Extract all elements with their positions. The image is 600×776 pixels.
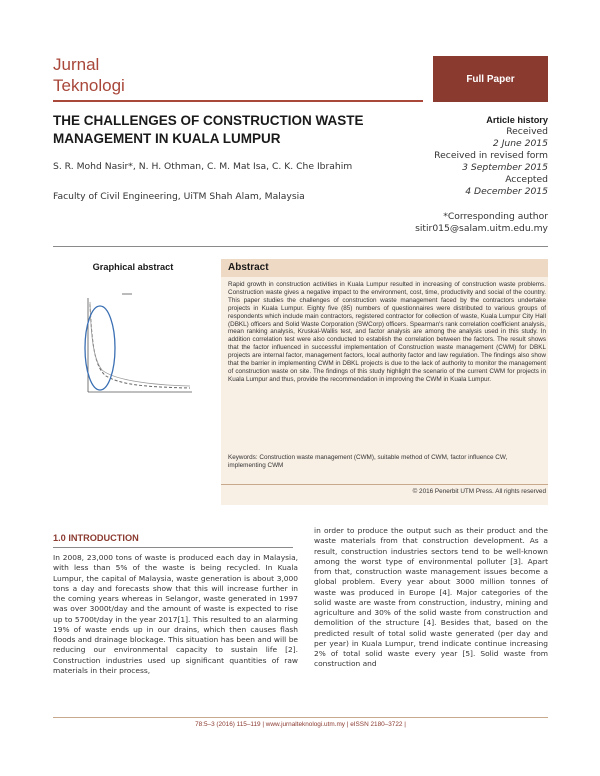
introduction-divider xyxy=(53,547,293,548)
accepted-label: Accepted xyxy=(505,174,548,185)
corresponding-label: *Corresponding author xyxy=(443,211,548,222)
copyright-divider xyxy=(221,484,548,485)
graphical-abstract-heading: Graphical abstract xyxy=(92,262,174,272)
abstract-text: Rapid growth in construction activities in Kuala Lumpur resulted in increasing of construction waste problems. Construction waste gives a negative impact to the environment, cost, time, productivity and social of the country. This paper studies the challenges of construction waste management faced by the contractors undertake projects in Kuala Lumpur. Eighty five (85) numbers of questionnaires were distributed to various groups of respondents which include main contractors, registered contractor for collection of waste, Kuala Lumpur City Hall (DBKL) officers and Solid Waste Corporation (SWCorp) officers. Spearman's rank correlation coefficient analysis, mean ranking analysis, Kruskal-Wallis test, and factor analysis are among the analysis used in this study. In addition correlation test were also conducted to establish the correlation between the factors. The result shows that the factor influenced in successful implementation of Construction waste management (CWM) for DBKL projects are internal factor, management factors, local authority factor and law regulation. The findings also show that the barrier in implementing CWM in DBKL projects is due to the lack of authority to monitor the management of construction waste on site. The findings of this study highlight the scenario of the current CWM for projects in Kuala Lumpur and thus, provide the recommendation in improving the CWM in Kuala Lumpur. xyxy=(228,281,546,383)
full-paper-badge: Full Paper xyxy=(433,56,548,102)
history-heading: Article history xyxy=(486,115,548,125)
copyright-notice: © 2016 Penerbit UTM Press. All rights reserved xyxy=(412,488,546,495)
abstract-heading: Abstract xyxy=(228,262,269,273)
author-list: S. R. Mohd Nasir*, N. H. Othman, C. M. Mat Isa, C. K. Che Ibrahim xyxy=(53,161,353,172)
accepted-date: 4 December 2015 xyxy=(465,186,548,197)
revised-date: 3 September 2015 xyxy=(462,162,548,173)
graphical-abstract-figure xyxy=(80,290,198,410)
introduction-column-right: in order to produce the output such as their product and the waste materials from that construction development. As a result, construction industries sectors tend to be well-known among the worst type of environmental polluter [3]. Apart from that, construction waste management issues become a global problem. Every year about 3000 million tonnes of waste was produced in Europe [4]. Major categories of the solid waste are waste from construction, industry, mining and agriculture and 30% of the solid waste from construction and demolition of the structure [4]. Besides that, based on the predicted result of total solid waste generated (per day and per year) in Kuala Lumpur, trend indicate continue increasing 2% of total solid waste every year [5]. Solid waste from construction and xyxy=(314,526,548,669)
corresponding-author xyxy=(380,211,548,235)
section-divider xyxy=(53,246,548,247)
received-date: 2 June 2015 xyxy=(492,138,548,149)
introduction-heading: 1.0 INTRODUCTION xyxy=(53,533,139,543)
article-history xyxy=(400,114,548,198)
journal-name xyxy=(53,54,203,96)
revised-label: Received in revised form xyxy=(434,150,548,161)
paper-title: THE CHALLENGES OF CONSTRUCTION WASTE MANAGEMENT IN KUALA LUMPUR xyxy=(53,113,364,146)
keywords: Keywords: Construction waste management (CWM), suitable method of CWM, factor influence CW, implementing CWM xyxy=(228,454,508,469)
received-label: Received xyxy=(506,126,548,137)
affiliation: Faculty of Civil Engineering, UiTM Shah Alam, Malaysia xyxy=(53,191,305,202)
corresponding-email[interactable]: sitir015@salam.uitm.edu.my xyxy=(415,223,548,234)
journal-name-line2: Teknologi xyxy=(53,76,125,95)
journal-name-line1: Jurnal xyxy=(53,55,100,74)
page-footer: 78:5–3 (2016) 115–119 | www.jurnalteknologi.utm.my | eISSN 2180–3722 | xyxy=(195,721,406,728)
abstract-header xyxy=(221,259,548,277)
header-divider xyxy=(53,100,423,102)
footer-divider xyxy=(53,717,548,718)
introduction-column-left: In 2008, 23,000 tons of waste is produced each day in Malaysia, with less than 5% of the waste is being recycled. In Kuala Lumpur, the capital of Malaysia, waste generation is about 3,000 tons a day and forecasts show that this will increase further in the coming years whereas in Selangor, waste generated in 1997 was over 3000t/day and the amount of waste is expected to rise up to 5700t/day in the year 2017[1]. This resulted to an alarming 19% of waste ends up in our drains, which then causes flash floods and drainage blockage. This situation has been and will be reducing our environmental capacity to sustain life [2]. Construction industries used up significant quantities of raw materials in their process, xyxy=(53,553,298,675)
